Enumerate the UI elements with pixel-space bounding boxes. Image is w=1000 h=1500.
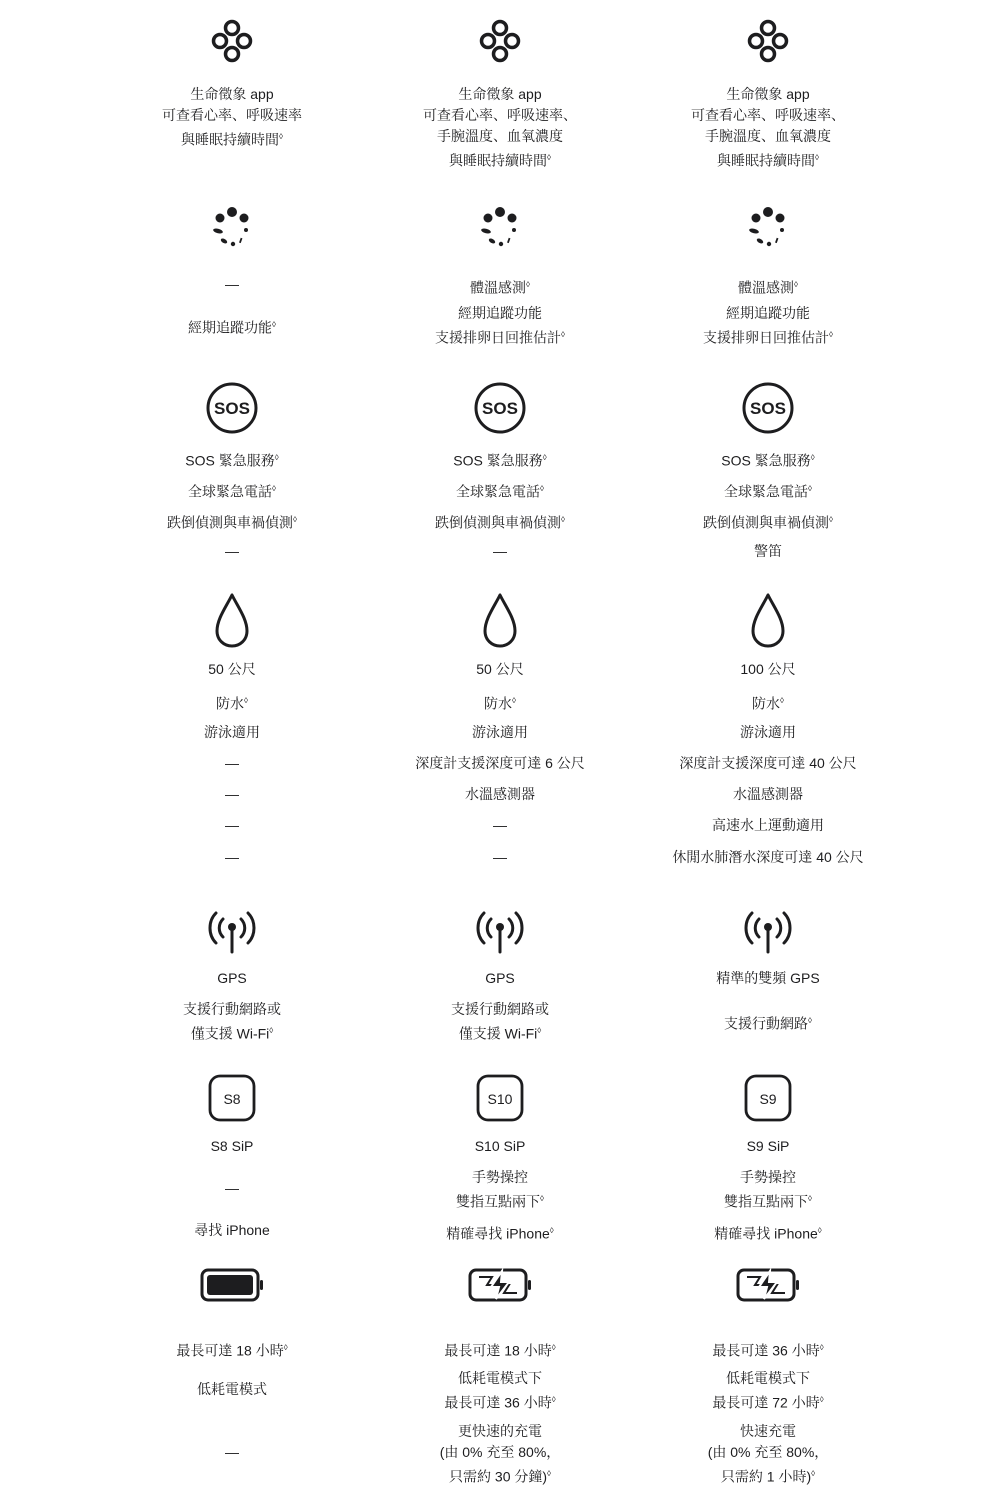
vitals-description-line: 生命徵象 app bbox=[726, 86, 810, 102]
double-tap-gesture bbox=[360, 1167, 640, 1213]
connectivity-line: 支援行動網路◊ bbox=[724, 1015, 812, 1032]
chip-icon bbox=[202, 1068, 262, 1128]
vitals-description-line: 生命徵象 app bbox=[190, 86, 274, 102]
double-tap-gesture-line: 手勢操控 bbox=[740, 1169, 796, 1185]
low-power-mode-line: 最長可達 36 小時◊ bbox=[444, 1394, 556, 1411]
cycle-icon bbox=[202, 203, 262, 263]
double-tap-gesture-line: 雙指互點兩下◊ bbox=[724, 1193, 812, 1210]
water-depth: 50 公尺 bbox=[476, 661, 524, 677]
recreational-diving: 休閒水肺潛水深度可達 40 公尺 bbox=[672, 849, 864, 865]
gps-type: GPS bbox=[217, 970, 247, 986]
double-tap-gesture-line: 手勢操控 bbox=[472, 1169, 528, 1185]
battery-fast-charge-icon bbox=[465, 1265, 535, 1305]
low-power-mode bbox=[92, 1379, 372, 1400]
fall-crash-detection: 跌倒偵測與車禍偵測◊ bbox=[435, 514, 565, 531]
chip-icon bbox=[738, 1068, 798, 1128]
connectivity-line: 支援行動網路或 bbox=[183, 1001, 281, 1017]
fall-crash-detection: 跌倒偵測與車禍偵測◊ bbox=[703, 514, 833, 531]
fast-charging bbox=[628, 1421, 908, 1488]
fast-charging-line: 只需約 30 分鐘)◊ bbox=[449, 1468, 551, 1485]
gps-type: GPS bbox=[485, 970, 515, 986]
model-column bbox=[92, 0, 372, 1500]
vitals-icon bbox=[470, 15, 530, 75]
water-sports: — bbox=[225, 817, 239, 833]
cycle-icon bbox=[470, 203, 530, 263]
vitals-description bbox=[628, 84, 908, 172]
fast-charging-line: 只需約 1 小時)◊ bbox=[720, 1468, 816, 1485]
water-temperature-sensor: — bbox=[225, 786, 239, 802]
svg-text:SOS: SOS bbox=[750, 399, 786, 418]
fast-charging-line: — bbox=[225, 1443, 239, 1460]
chip-icon bbox=[470, 1068, 530, 1128]
fast-charging-line: (由 0% 充至 80%， bbox=[707, 1443, 829, 1460]
vitals-description-line: 可查看心率、呼吸速率 bbox=[162, 107, 302, 123]
low-power-mode-line: 低耗電模式下 bbox=[726, 1370, 810, 1386]
vitals-description-line: 手腕溫度、血氧濃度 bbox=[437, 128, 563, 144]
vitals-description bbox=[360, 84, 640, 172]
depth-gauge: 深度計支援深度可達 40 公尺 bbox=[679, 755, 857, 771]
vitals-description-line: 可查看心率、呼吸速率、 bbox=[691, 107, 845, 123]
antenna-icon bbox=[470, 900, 530, 960]
sos-icon bbox=[470, 378, 530, 438]
recreational-diving: — bbox=[493, 849, 507, 865]
cycle-tracking bbox=[360, 303, 640, 349]
water-sports: — bbox=[493, 817, 507, 833]
model-column bbox=[628, 0, 908, 1500]
connectivity bbox=[92, 999, 372, 1045]
chip-name: S8 SiP bbox=[210, 1138, 254, 1154]
battery-life: 最長可達 18 小時◊ bbox=[444, 1342, 556, 1359]
international-calling: 全球緊急電話◊ bbox=[724, 483, 812, 500]
chip-name: S10 SiP bbox=[474, 1138, 526, 1154]
vitals-description-line: 可查看心率、呼吸速率、 bbox=[423, 107, 577, 123]
svg-text:SOS: SOS bbox=[214, 399, 250, 418]
water-drop-icon bbox=[738, 591, 798, 651]
low-power-mode bbox=[628, 1368, 908, 1414]
find-iphone: 尋找 iPhone bbox=[194, 1222, 270, 1238]
chip-badge-text: S10 bbox=[487, 1091, 513, 1107]
cycle-tracking-line: 經期追蹤功能 bbox=[726, 305, 810, 321]
emergency-sos: SOS 緊急服務◊ bbox=[185, 452, 279, 469]
temperature-sensing: — bbox=[225, 276, 239, 292]
find-iphone: 精確尋找 iPhone◊ bbox=[714, 1225, 822, 1242]
low-power-mode-line: 低耗電模式下 bbox=[458, 1370, 542, 1386]
water-drop-icon bbox=[470, 591, 530, 651]
emergency-sos: SOS 緊急服務◊ bbox=[721, 452, 815, 469]
battery-life: 最長可達 36 小時◊ bbox=[712, 1342, 824, 1359]
fast-charging-line: (由 0% 充至 80%， bbox=[439, 1443, 561, 1460]
chip-badge-text: S9 bbox=[759, 1091, 777, 1107]
water-drop-icon bbox=[202, 591, 262, 651]
emergency-sos: SOS 緊急服務◊ bbox=[453, 452, 547, 469]
double-tap-gesture bbox=[92, 1178, 372, 1199]
low-power-mode bbox=[360, 1368, 640, 1414]
antenna-icon bbox=[202, 900, 262, 960]
water-resistant: 防水◊ bbox=[752, 695, 784, 712]
fast-charging-line: 更快速的充電 bbox=[458, 1422, 542, 1439]
connectivity bbox=[628, 1010, 908, 1035]
fast-charging bbox=[92, 1442, 372, 1463]
connectivity-line: 僅支援 Wi‑Fi◊ bbox=[190, 1025, 274, 1042]
battery-life: 最長可達 18 小時◊ bbox=[176, 1342, 288, 1359]
low-power-mode-line: 低耗電模式 bbox=[197, 1380, 267, 1397]
cycle-tracking-line: 支援排卵日回推估計◊ bbox=[435, 329, 565, 346]
antenna-icon bbox=[738, 900, 798, 960]
double-tap-gesture bbox=[628, 1167, 908, 1213]
vitals-description-line: 生命徵象 app bbox=[458, 86, 542, 102]
water-temperature-sensor: 水溫感測器 bbox=[465, 786, 535, 802]
swimproof: 游泳適用 bbox=[204, 724, 260, 740]
vitals-icon bbox=[202, 15, 262, 75]
water-sports: 高速水上運動適用 bbox=[712, 817, 824, 833]
connectivity-line: 支援行動網路或 bbox=[451, 1001, 549, 1017]
cycle-icon bbox=[738, 203, 798, 263]
vitals-description-line: 與睡眠持續時間◊ bbox=[717, 152, 819, 169]
temperature-sensing: 體溫感測◊ bbox=[470, 279, 530, 296]
double-tap-gesture-line: 雙指互點兩下◊ bbox=[456, 1193, 544, 1210]
water-depth: 100 公尺 bbox=[740, 661, 796, 677]
cycle-tracking-line: 經期追蹤功能◊ bbox=[188, 319, 276, 336]
swimproof: 游泳適用 bbox=[472, 724, 528, 740]
double-tap-gesture-line: — bbox=[225, 1179, 239, 1196]
battery-full-icon bbox=[197, 1265, 267, 1305]
cycle-tracking bbox=[92, 314, 372, 339]
cycle-tracking bbox=[628, 303, 908, 349]
international-calling: 全球緊急電話◊ bbox=[188, 483, 276, 500]
find-iphone: 精確尋找 iPhone◊ bbox=[446, 1225, 554, 1242]
depth-gauge: — bbox=[225, 755, 239, 771]
siren: — bbox=[225, 543, 239, 559]
international-calling: 全球緊急電話◊ bbox=[456, 483, 544, 500]
gps-type: 精準的雙頻 GPS bbox=[716, 970, 820, 986]
chip-name: S9 SiP bbox=[746, 1138, 790, 1154]
sos-icon bbox=[202, 378, 262, 438]
recreational-diving: — bbox=[225, 849, 239, 865]
fast-charging bbox=[360, 1421, 640, 1488]
water-depth: 50 公尺 bbox=[208, 661, 256, 677]
siren: — bbox=[493, 543, 507, 559]
svg-text:SOS: SOS bbox=[482, 399, 518, 418]
water-resistant: 防水◊ bbox=[484, 695, 516, 712]
swimproof: 游泳適用 bbox=[740, 724, 796, 740]
vitals-description-line: 手腕溫度、血氧濃度 bbox=[705, 128, 831, 144]
battery-fast-charge-icon bbox=[733, 1265, 803, 1305]
cycle-tracking-line: 經期追蹤功能 bbox=[458, 305, 542, 321]
connectivity-line: 僅支援 Wi‑Fi◊ bbox=[458, 1025, 542, 1042]
siren: 警笛 bbox=[754, 543, 782, 559]
low-power-mode-line: 最長可達 72 小時◊ bbox=[712, 1394, 824, 1411]
vitals-description-line: 與睡眠持續時間◊ bbox=[449, 152, 551, 169]
cycle-tracking-line: 支援排卵日回推估計◊ bbox=[703, 329, 833, 346]
water-temperature-sensor: 水溫感測器 bbox=[733, 786, 803, 802]
vitals-icon bbox=[738, 15, 798, 75]
temperature-sensing: 體溫感測◊ bbox=[738, 279, 798, 296]
connectivity bbox=[360, 999, 640, 1045]
sos-icon bbox=[738, 378, 798, 438]
water-resistant: 防水◊ bbox=[216, 695, 248, 712]
depth-gauge: 深度計支援深度可達 6 公尺 bbox=[415, 755, 585, 771]
model-column bbox=[360, 0, 640, 1500]
chip-badge-text: S8 bbox=[223, 1091, 241, 1107]
vitals-description bbox=[92, 84, 372, 151]
fall-crash-detection: 跌倒偵測與車禍偵測◊ bbox=[167, 514, 297, 531]
fast-charging-line: 快速充電 bbox=[740, 1422, 796, 1439]
vitals-description-line: 與睡眠持續時間◊ bbox=[181, 131, 283, 148]
